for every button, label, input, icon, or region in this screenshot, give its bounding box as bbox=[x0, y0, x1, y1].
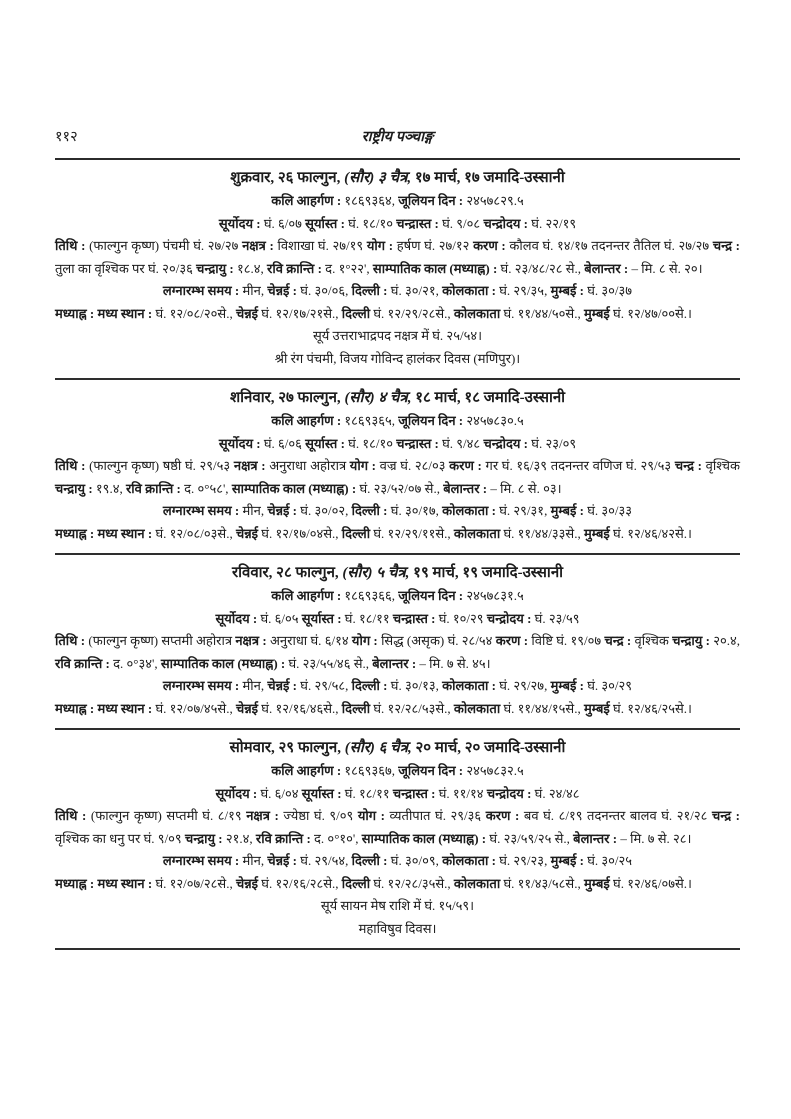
text-run: घं. १२/०७/४५से., bbox=[155, 700, 236, 716]
text-run: मध्याह्न : bbox=[55, 700, 98, 716]
text-run: दिल्ली bbox=[341, 525, 374, 541]
text-run: चेन्नई : bbox=[267, 853, 301, 868]
text-run: श्री रंग पंचमी, विजय गोविन्द हालंकर दिवस (मणिपुर)। bbox=[274, 350, 521, 366]
text-run: घं. ६/०४ bbox=[260, 785, 302, 801]
text-run: घं. १२/१६/४६से., bbox=[261, 700, 342, 716]
sun-moon-times-line bbox=[55, 608, 740, 631]
text-run: लग्नारम्भ समय : bbox=[162, 283, 243, 298]
text-run: घं. २२/१९ bbox=[531, 215, 577, 231]
text-run: २१.४, bbox=[225, 830, 256, 846]
text-run: मुम्बई bbox=[583, 525, 614, 541]
text-run: घं. ६/०७ bbox=[263, 215, 306, 231]
text-run: लग्नारम्भ समय : bbox=[162, 678, 243, 693]
text-run: कोलकाता bbox=[453, 305, 504, 321]
text-run: नक्षत्र : bbox=[235, 633, 270, 648]
text-run: कोलकाता bbox=[453, 875, 504, 891]
text-run: (फाल्गुन कृष्ण) षष्ठी घं. २९/५३ bbox=[89, 458, 234, 473]
text-run: (सौर) ३ चैत्र, bbox=[344, 170, 412, 186]
text-run: २४५७८२९.५ bbox=[466, 193, 524, 208]
text-run: (फाल्गुन कृष्ण) सप्तमी घं. ८/१९ bbox=[90, 808, 247, 823]
text-run: योग : bbox=[357, 808, 390, 823]
text-run: अनुराधा घं. ६/१४ bbox=[269, 633, 352, 648]
text-run: नक्षत्र : bbox=[233, 458, 270, 473]
text-run: घं. २३/५९ bbox=[534, 610, 580, 626]
text-run: १८६९३६४, bbox=[344, 193, 399, 208]
text-run: घं. ६/०६ bbox=[263, 435, 306, 451]
entries-container bbox=[55, 160, 740, 950]
text-run: चेन्नई : bbox=[267, 678, 301, 693]
text-run: घं. १८/१० bbox=[348, 435, 397, 451]
text-run: घं. १२/१७/०४से., bbox=[261, 525, 342, 541]
text-run: द. ०°५८', bbox=[184, 480, 232, 496]
text-run: साम्पातिक काल (मध्याह्न) : bbox=[361, 830, 490, 846]
text-run: घं. २३/०९ bbox=[531, 435, 577, 451]
text-run: घं. १२/०७/२८से., bbox=[155, 875, 236, 891]
text-run: चेन्नई : bbox=[267, 503, 301, 518]
text-run: घं. २९/३१, bbox=[499, 503, 551, 518]
sun-sayana-note bbox=[55, 895, 740, 918]
text-run: घं. ३०/१३, bbox=[390, 678, 443, 693]
text-run: घं. ३०/२१, bbox=[390, 283, 443, 298]
text-run: कोलकाता : bbox=[442, 678, 500, 693]
text-run: १८.४, bbox=[237, 260, 268, 276]
text-run: तिथि : bbox=[55, 633, 89, 648]
page-number: ११२ bbox=[55, 129, 78, 145]
text-run: चेन्नई bbox=[235, 525, 262, 541]
text-run: २० मार्च, २० जमादि-उस्सानी bbox=[411, 740, 566, 756]
text-run: घं. ३०/१७, bbox=[390, 503, 443, 518]
kali-ahargana-julian-line bbox=[55, 585, 740, 608]
lagna-times-line bbox=[55, 500, 740, 523]
text-run: घं. ११/४४/५०से., bbox=[503, 305, 584, 321]
text-run: चेन्नई bbox=[235, 875, 262, 891]
text-run: घं. २३/४८/२८ से., bbox=[500, 260, 585, 276]
tithi-details-paragraph bbox=[55, 235, 740, 280]
festival-note bbox=[55, 348, 740, 371]
text-run: चन्द्रास्त : bbox=[392, 610, 439, 626]
text-run: मुम्बई bbox=[583, 305, 614, 321]
text-run: रविवार, २८ फाल्गुन, bbox=[231, 565, 343, 581]
text-run: शनिवार, २७ फाल्गुन, bbox=[229, 390, 345, 406]
text-run: घं. २९/२७, bbox=[499, 678, 551, 693]
text-run: करण : bbox=[495, 633, 532, 648]
text-run: घं. ११/४४/३३से., bbox=[503, 525, 584, 541]
day-title bbox=[55, 736, 740, 760]
text-run: – मि. ७ से. २८। bbox=[620, 830, 692, 846]
madhyahna-times-line bbox=[55, 873, 740, 896]
text-run: दिल्ली : bbox=[351, 503, 391, 518]
text-run: कलि आहर्गण : bbox=[271, 193, 345, 208]
text-run: चन्द्रायु : bbox=[55, 480, 96, 496]
text-run: घं. १२/१७/२१से., bbox=[261, 305, 342, 321]
text-run: करण : bbox=[485, 808, 524, 823]
text-run: महाविषुव दिवस। bbox=[358, 920, 437, 936]
text-run: रवि क्रान्ति : bbox=[255, 830, 315, 846]
text-run: द. ०°३४', bbox=[113, 655, 161, 671]
text-run: (सौर) ६ चैत्र, bbox=[344, 740, 412, 756]
text-run: घं. १८/११ bbox=[344, 610, 393, 626]
text-run: वज्र घं. २८/०३ bbox=[379, 458, 450, 473]
text-run: करण : bbox=[449, 458, 486, 473]
text-run: जूलियन दिन : bbox=[398, 413, 467, 428]
text-run: सूर्यास्त : bbox=[305, 215, 349, 231]
text-run: लग्नारम्भ समय : bbox=[162, 503, 243, 518]
text-run: द. ०°१०', bbox=[314, 830, 362, 846]
text-run: – मि. ८ से. २०। bbox=[631, 260, 703, 276]
day-title bbox=[55, 386, 740, 410]
header-title: राष्ट्रीय पञ्चाङ्ग bbox=[361, 129, 434, 145]
text-run: १८६९३६५, bbox=[344, 413, 399, 428]
text-run: मध्य स्थान : bbox=[97, 875, 156, 891]
text-run: सूर्यास्त : bbox=[301, 785, 345, 801]
text-run: १७ मार्च, १७ जमादि-उस्सानी bbox=[411, 170, 565, 186]
text-run: चन्द्रोदय : bbox=[483, 215, 532, 231]
tithi-details-paragraph bbox=[55, 455, 740, 500]
text-run: अनुराधा अहोरात्र bbox=[269, 458, 350, 473]
text-run: चन्द्रोदय : bbox=[483, 435, 532, 451]
mahavishuva-note bbox=[55, 918, 740, 941]
text-run: कोलकाता : bbox=[442, 503, 500, 518]
lagna-times-line bbox=[55, 280, 740, 303]
text-run: नक्षत्र : bbox=[242, 238, 278, 253]
text-run: घं. ९/०८ bbox=[442, 215, 484, 231]
text-run: घं. ११/४३/५८से., bbox=[503, 875, 584, 891]
text-run: वृश्चिक का धनु पर घं. ९/०९ bbox=[55, 830, 185, 846]
text-run: कलि आहर्गण : bbox=[271, 413, 345, 428]
text-run: मध्याह्न : bbox=[55, 525, 98, 541]
text-run: मीन, bbox=[242, 853, 268, 868]
text-run: चन्द्रोदय : bbox=[486, 785, 535, 801]
text-run: कौलव घं. १४/१७ तदनन्तर तैतिल घं. २७/२७ bbox=[509, 238, 713, 253]
text-run: बेलान्तर : bbox=[584, 260, 632, 276]
text-run: घं. ११/१४ bbox=[438, 785, 487, 801]
text-run: घं. १२/४६/२५से.। bbox=[613, 700, 692, 716]
text-run: घं. २४/४८ bbox=[534, 785, 580, 801]
madhyahna-times-line bbox=[55, 698, 740, 721]
text-run: विष्टि घं. १९/०७ bbox=[531, 633, 605, 648]
text-run: तुला का वृश्चिक पर घं. २०/३६ bbox=[55, 260, 197, 276]
text-run: घं. ३०/३३ bbox=[587, 503, 633, 518]
day-title bbox=[55, 561, 740, 585]
text-run: घं. १२/२८/५३से., bbox=[373, 700, 454, 716]
text-run: घं. २३/५५/४६ से., bbox=[288, 655, 373, 671]
text-run: घं. १८/१० bbox=[348, 215, 397, 231]
text-run: चेन्नई bbox=[235, 305, 262, 321]
text-run: चन्द्र : bbox=[711, 808, 741, 823]
text-run: १९ मार्च, १९ जमादि-उस्सानी bbox=[409, 565, 564, 581]
text-run: मध्य स्थान : bbox=[97, 700, 156, 716]
text-run: मध्याह्न : bbox=[55, 305, 98, 321]
text-run: चन्द्रायु : bbox=[184, 830, 226, 846]
text-run: जूलियन दिन : bbox=[398, 193, 467, 208]
day-entry-4 bbox=[55, 730, 740, 950]
text-run: साम्पातिक काल (मध्याह्न) : bbox=[160, 655, 289, 671]
text-run: चेन्नई bbox=[235, 700, 262, 716]
text-run: साम्पातिक काल (मध्याह्न) : bbox=[231, 480, 360, 496]
text-run: घं. १०/२९ bbox=[438, 610, 487, 626]
text-run: बेलान्तर : bbox=[372, 655, 420, 671]
text-run: मीन, bbox=[242, 503, 268, 518]
sun-moon-times-line bbox=[55, 213, 740, 236]
lagna-times-line bbox=[55, 850, 740, 873]
text-run: मुम्बई bbox=[583, 700, 614, 716]
text-run: वृश्चिक bbox=[634, 633, 673, 648]
text-run: सूर्य उत्तराभाद्रपद नक्षत्र में घं. २५/५४। bbox=[312, 328, 483, 343]
text-run: सूर्योदय : bbox=[218, 215, 264, 231]
text-run: रवि क्रान्ति : bbox=[55, 655, 114, 671]
text-run: मुम्बई : bbox=[550, 853, 588, 868]
madhyahna-times-line bbox=[55, 523, 740, 546]
text-run: घं. २९/३५, bbox=[499, 283, 551, 298]
text-run: (सौर) ५ चैत्र, bbox=[342, 565, 410, 581]
text-run: चन्द्रास्त : bbox=[396, 435, 443, 451]
text-run: १८६९३६६, bbox=[344, 588, 399, 603]
text-run: बव घं. ८/१९ तदनन्तर बालव घं. २१/२८ bbox=[523, 808, 712, 823]
text-run: हर्षण घं. २७/१२ bbox=[396, 238, 474, 253]
text-run: द. १°२२', bbox=[325, 260, 373, 276]
text-run: घं. १२/२८/३५से., bbox=[373, 875, 454, 891]
sun-moon-times-line bbox=[55, 783, 740, 806]
text-run: दिल्ली : bbox=[351, 283, 391, 298]
kali-ahargana-julian-line bbox=[55, 190, 740, 213]
text-run: दिल्ली bbox=[341, 700, 374, 716]
text-run: करण : bbox=[473, 238, 510, 253]
text-run: घं. ३०/०२, bbox=[300, 503, 352, 518]
text-run: घं. १२/१६/२८से., bbox=[261, 875, 342, 891]
text-run: तिथि : bbox=[55, 238, 90, 253]
text-run: जूलियन दिन : bbox=[398, 588, 467, 603]
text-run: मीन, bbox=[242, 283, 268, 298]
text-run: मीन, bbox=[242, 678, 268, 693]
text-run: घं. १२/२९/२८से., bbox=[373, 305, 454, 321]
text-run: मध्याह्न : bbox=[55, 875, 98, 891]
lagna-times-line bbox=[55, 675, 740, 698]
text-run: घं. २९/५४, bbox=[300, 853, 352, 868]
text-run: ज्येष्ठा घं. ९/०९ bbox=[283, 808, 358, 823]
text-run: कोलकाता : bbox=[442, 853, 500, 868]
text-run: घं. ३०/०९, bbox=[390, 853, 443, 868]
text-run: सिद्ध (असृक) घं. २८/५४ bbox=[381, 633, 496, 648]
day-entry-1 bbox=[55, 160, 740, 380]
text-run: घं. ६/०५ bbox=[260, 610, 302, 626]
text-run: नक्षत्र : bbox=[246, 808, 284, 823]
text-run: घं. २९/५८, bbox=[300, 678, 352, 693]
text-run: लग्नारम्भ समय : bbox=[162, 853, 243, 868]
text-run: घं. १२/४६/०७से.। bbox=[613, 875, 692, 891]
text-run: रवि क्रान्ति : bbox=[125, 480, 185, 496]
text-run: कोलकाता : bbox=[442, 283, 500, 298]
text-run: घं. १२/०८/०३से., bbox=[155, 525, 236, 541]
text-run: २४५७८३२.५ bbox=[466, 763, 524, 778]
text-run: १८ मार्च, १८ जमादि-उस्सानी bbox=[411, 390, 566, 406]
text-run: सूर्योदय : bbox=[215, 610, 261, 626]
kali-ahargana-julian-line bbox=[55, 410, 740, 433]
text-run: घं. २३/५९/२५ से., bbox=[489, 830, 574, 846]
text-run: मध्य स्थान : bbox=[97, 305, 156, 321]
day-entry-2 bbox=[55, 380, 740, 555]
text-run: चन्द्रास्त : bbox=[392, 785, 439, 801]
text-run: साम्पातिक काल (मध्याह्न) : bbox=[372, 260, 501, 276]
kali-ahargana-julian-line bbox=[55, 760, 740, 783]
madhyahna-times-line bbox=[55, 303, 740, 326]
text-run: तिथि : bbox=[55, 808, 91, 823]
text-run: कोलकाता bbox=[453, 525, 504, 541]
text-run: चेन्नई : bbox=[267, 283, 301, 298]
text-run: योग : bbox=[351, 633, 382, 648]
day-entry-3 bbox=[55, 555, 740, 730]
text-run: चन्द्रायु : bbox=[196, 260, 238, 276]
page-header bbox=[55, 126, 740, 160]
text-run: सूर्योदय : bbox=[218, 435, 264, 451]
text-run: वृश्चिक bbox=[705, 458, 740, 473]
text-run: चन्द्र : bbox=[604, 633, 635, 648]
text-run: विशाखा घं. २७/१९ bbox=[277, 238, 367, 253]
text-run: कलि आहर्गण : bbox=[271, 763, 345, 778]
text-run: दिल्ली : bbox=[351, 678, 391, 693]
text-run: चन्द्र : bbox=[674, 458, 706, 473]
text-run: मध्य स्थान : bbox=[97, 525, 156, 541]
text-run: सूर्योदय : bbox=[215, 785, 261, 801]
text-run: (फाल्गुन कृष्ण) पंचमी घं. २७/२७ bbox=[89, 238, 243, 253]
text-run: कलि आहर्गण : bbox=[271, 588, 345, 603]
text-run: सोमवार, २९ फाल्गुन, bbox=[229, 740, 345, 756]
text-run: घं. ११/४४/१५से., bbox=[503, 700, 584, 716]
text-run: चन्द्रायु : bbox=[672, 633, 714, 648]
text-run: घं. १८/११ bbox=[344, 785, 393, 801]
text-run: बेलान्तर : bbox=[573, 830, 621, 846]
text-run: घं. २३/५२/०७ से., bbox=[359, 480, 444, 496]
text-run: (सौर) ४ चैत्र, bbox=[344, 390, 412, 406]
text-run: घं. ९/४८ bbox=[442, 435, 484, 451]
text-run: घं. १२/०८/२०से., bbox=[155, 305, 236, 321]
text-run: – मि. ८ से. ०३। bbox=[490, 480, 562, 496]
text-run: बेलान्तर : bbox=[443, 480, 491, 496]
text-run: घं. ३०/२५ bbox=[587, 853, 633, 868]
text-run: कोलकाता bbox=[453, 700, 504, 716]
sun-nakshatra-note bbox=[55, 325, 740, 348]
text-run: १८६९३६७, bbox=[344, 763, 399, 778]
text-run: गर घं. १६/३९ तदनन्तर वणिज घं. २९/५३ bbox=[485, 458, 675, 473]
text-run: चन्द्रोदय : bbox=[486, 610, 535, 626]
text-run: सूर्यास्त : bbox=[301, 610, 345, 626]
text-run: मुम्बई : bbox=[550, 283, 588, 298]
text-run: घं. १२/२९/११से., bbox=[373, 525, 454, 541]
text-run: मुम्बई bbox=[583, 875, 614, 891]
text-run: चन्द्रास्त : bbox=[396, 215, 443, 231]
day-title bbox=[55, 166, 740, 190]
text-run: सूर्यास्त : bbox=[305, 435, 349, 451]
text-run: तिथि : bbox=[55, 458, 90, 473]
text-run: घं. २९/२३, bbox=[499, 853, 551, 868]
text-run: शुक्रवार, २६ फाल्गुन, bbox=[230, 170, 345, 186]
text-run: घं. ३०/२९ bbox=[587, 678, 633, 693]
text-run: चन्द्र : bbox=[712, 238, 740, 253]
text-run: २०.४, bbox=[713, 633, 741, 648]
text-run: घं. ३०/०६, bbox=[300, 283, 352, 298]
text-run: घं. १२/४६/४२से.। bbox=[613, 525, 692, 541]
text-run: मुम्बई : bbox=[550, 503, 588, 518]
text-run: २४५७८३१.५ bbox=[466, 588, 524, 603]
text-run: व्यतीपात घं. २९/३६ bbox=[389, 808, 486, 823]
text-run: योग : bbox=[349, 458, 380, 473]
text-run: – मि. ७ से. ४५। bbox=[419, 655, 491, 671]
text-run: जूलियन दिन : bbox=[398, 763, 467, 778]
text-run: रवि क्रान्ति : bbox=[267, 260, 326, 276]
sun-moon-times-line bbox=[55, 433, 740, 456]
text-run: (फाल्गुन कृष्ण) सप्तमी अहोरात्र bbox=[88, 633, 236, 648]
text-run: दिल्ली bbox=[341, 875, 374, 891]
text-run: सूर्य सायन मेष राशि में घं. १५/५९। bbox=[320, 898, 475, 913]
text-run: दिल्ली : bbox=[351, 853, 391, 868]
text-run: योग : bbox=[366, 238, 397, 253]
text-run: दिल्ली bbox=[341, 305, 374, 321]
text-run: मुम्बई : bbox=[550, 678, 588, 693]
tithi-details-paragraph bbox=[55, 805, 740, 850]
tithi-details-paragraph bbox=[55, 630, 740, 675]
text-run: २४५७८३०.५ bbox=[466, 413, 524, 428]
text-run: १९.४, bbox=[95, 480, 126, 496]
text-run: घं. १२/४७/००से.। bbox=[613, 305, 692, 321]
text-run: घं. ३०/३७ bbox=[587, 283, 633, 298]
